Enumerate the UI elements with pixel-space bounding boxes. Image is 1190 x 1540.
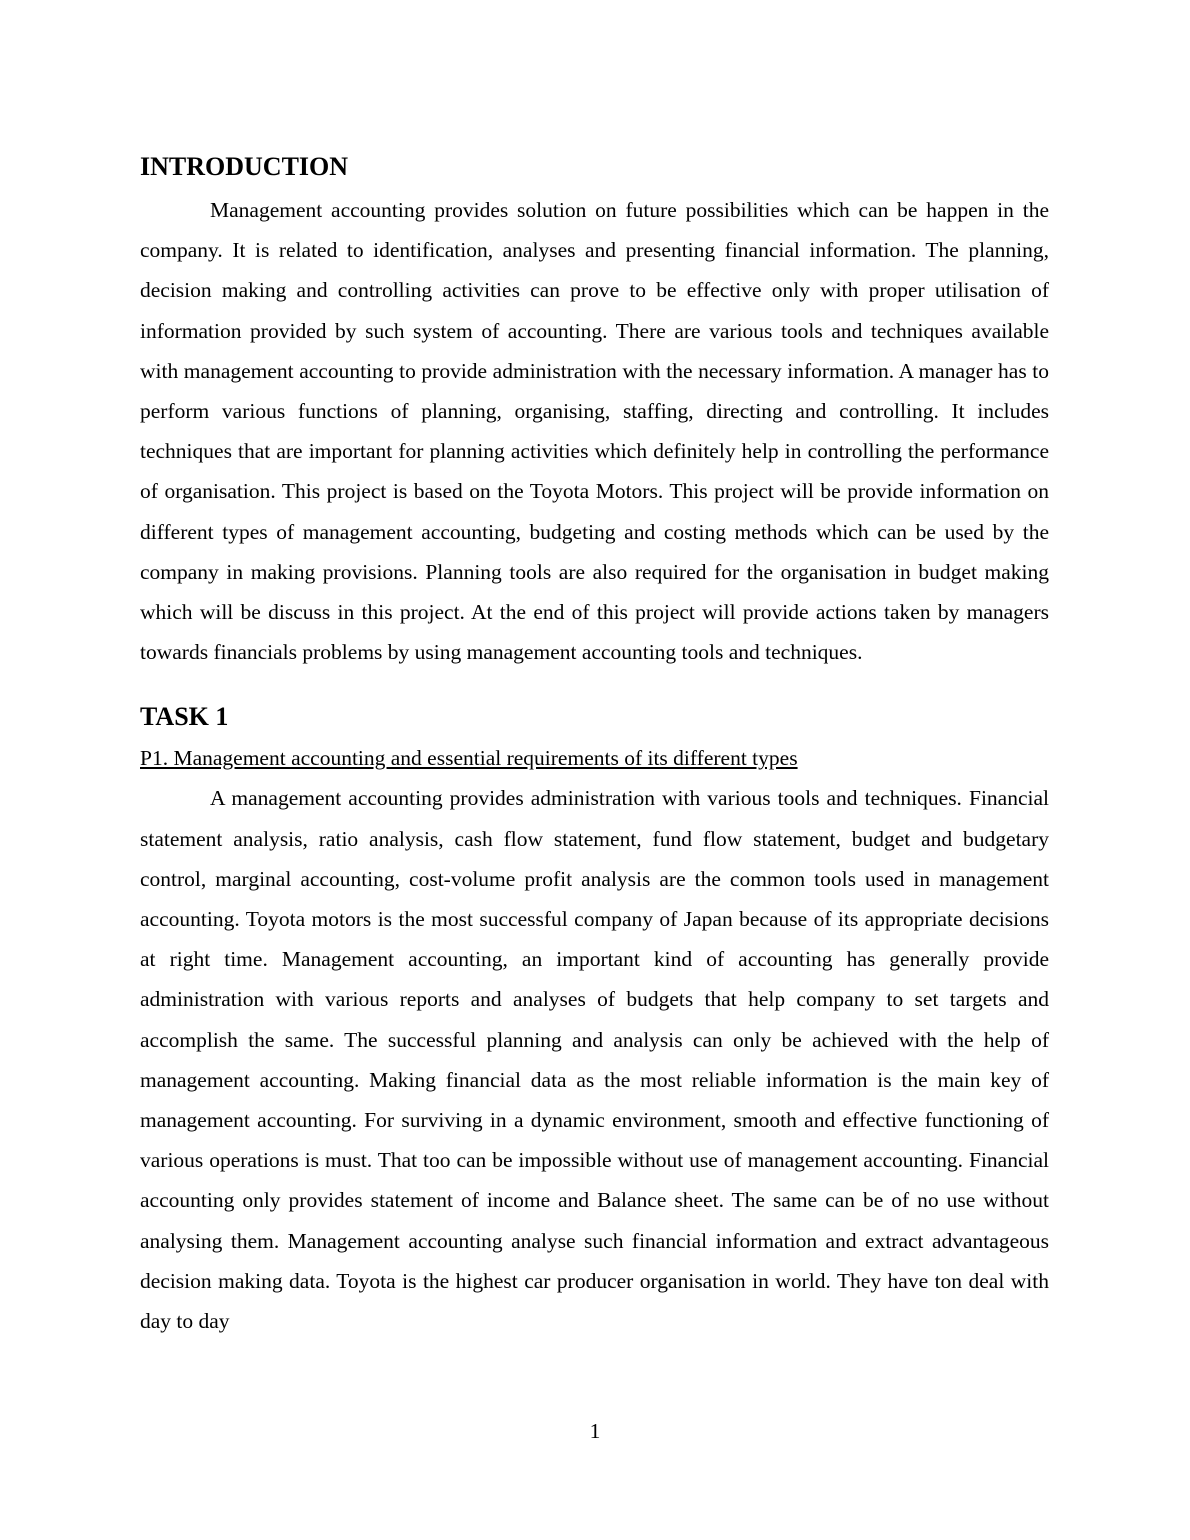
- page-number: 1: [589, 1419, 601, 1443]
- task1-subheading: P1. Management accounting and essential requirements of its different types: [140, 746, 798, 771]
- introduction-heading: INTRODUCTION: [140, 152, 349, 181]
- introduction-paragraph: Management accounting provides solution on future possibilities which can be happen in the company. It is related to identification, analyses and presenting financial information. The planning, decision making and controlling activities can prove to be effective only with proper utilisation of information provided by such system of accounting. There are various tools and techniques available with management accounting to provide administration with the necessary information. A manager has to perform various functions of planning, organising, staffing, directing and controlling. It includes techniques that are important for planning activities which definitely help in controlling the performance of organisation. This project is based on the Toyota Motors. This project will be provide information on different types of management accounting, budgeting and costing methods which can be used by the company in making provisions. Planning tools are also required for the organisation in budget making which will be discuss in this project. At the end of this project will provide actions taken by managers towards financials problems by using management accounting tools and techniques.: [140, 198, 1049, 665]
- page-content: [140, 150, 1049, 1341]
- task1-paragraph: A management accounting provides administration with various tools and techniques. Financial statement analysis, ratio analysis, cash flow statement, fund flow statement, budget and budgetary control, marginal accounting, cost-volume profit analysis are the common tools used in management accounting. Toyota motors is the most successful company of Japan because of its appropriate decisions at right time. Management accounting, an important kind of accounting has generally provide administration with various reports and analyses of budgets that help company to set targets and accomplish the same. The successful planning and analysis can only be achieved with the help of management accounting. Making financial data as the most reliable information is the main key of management accounting. For surviving in a dynamic environment, smooth and effective functioning of various operations is must. That too can be impossible without use of management accounting. Financial accounting only provides statement of income and Balance sheet. The same can be of no use without analysing them. Management accounting analyse such financial information and extract advantageous decision making data. Toyota is the highest car producer organisation in world. They have ton deal with day to day: [140, 786, 1049, 1334]
- task1-heading: TASK 1: [140, 702, 229, 732]
